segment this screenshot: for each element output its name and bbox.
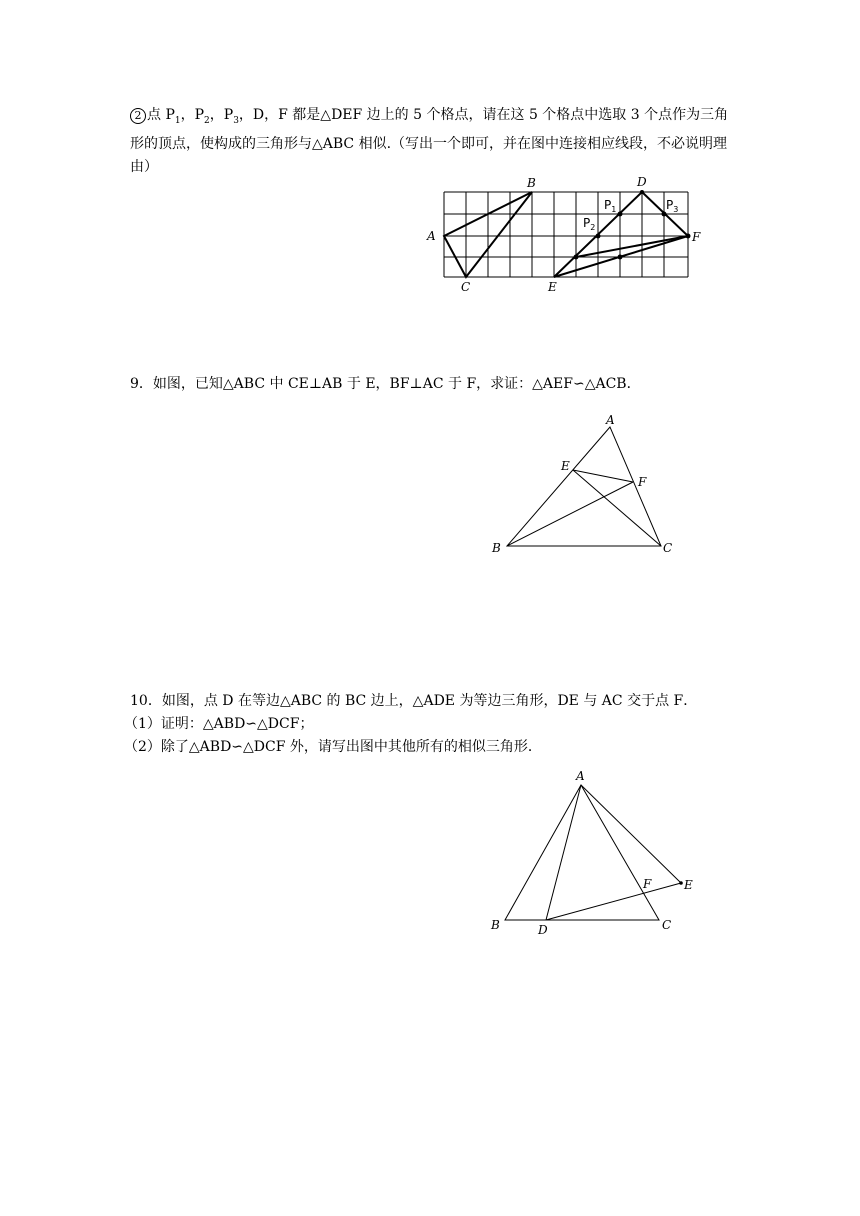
label-p1: $P_1$ — [604, 198, 617, 214]
q9-triangle-figure — [485, 405, 685, 565]
segment-a-d — [546, 785, 581, 920]
point-p1 — [618, 212, 623, 217]
point-d — [640, 190, 644, 194]
label-c: C — [662, 918, 672, 932]
label-f: F — [692, 230, 701, 244]
label-f: F — [643, 877, 652, 891]
segment-a-e — [581, 785, 681, 883]
label-d: D — [538, 923, 548, 937]
label-p3: $P_3$ — [666, 198, 679, 214]
q10-sub1: （1）证明：△ABD∽△DCF； — [124, 716, 314, 732]
label-f: F — [638, 475, 647, 489]
label-d: D — [637, 175, 647, 189]
label-a: A — [576, 769, 585, 783]
point-inner-1 — [574, 255, 579, 260]
label-b: B — [491, 918, 500, 932]
label-e: E — [561, 459, 570, 473]
segment-d-e — [546, 883, 681, 920]
q9-text: 9．如图，已知△ABC 中 CE⊥AB 于 E，BF⊥AC 于 F，求证：△AEF∽△ACB． — [130, 376, 641, 392]
label-e: E — [684, 878, 693, 892]
q8-part2-marker: 2 — [130, 108, 146, 124]
label-c: C — [663, 541, 673, 555]
q10-text: 10．如图，点 D 在等边△ABC 的 BC 边上，△ADE 为等边三角形，DE 与 AC 交于点 F． — [130, 693, 698, 709]
label-a: A — [606, 413, 615, 427]
point-p3 — [662, 212, 667, 217]
label-b: B — [492, 541, 501, 555]
segment-c-e — [573, 470, 661, 546]
triangle-abc — [505, 785, 659, 920]
q8-part2-text: 2 点 $P_1$，$P_2$，$P_3$，D，F 都是△DEF 边上的 5 个格点，请在这 5 个格点中选取 3 个点作为三角形的顶点，使构成的三角形与△ABC 相似.（写出一个即可，并在图中连接相应线段，不必说明理由） — [130, 107, 729, 175]
segment-e-f — [573, 470, 633, 482]
q10-sub2: （2）除了△ABD∽△DCF 外，请写出图中其他所有的相似三角形． — [124, 739, 542, 755]
q8-grid-figure — [420, 170, 720, 300]
point-p2 — [596, 234, 601, 239]
label-e: E — [548, 280, 557, 294]
point-inner-2 — [618, 255, 623, 260]
point-e — [679, 881, 683, 885]
q10-triangle-figure — [485, 765, 705, 940]
point-f — [686, 234, 691, 239]
label-a: A — [427, 229, 436, 243]
label-b: B — [527, 176, 536, 190]
segment-b-f — [507, 482, 633, 546]
label-p2: $P_2$ — [583, 216, 596, 232]
label-c: C — [461, 280, 471, 294]
